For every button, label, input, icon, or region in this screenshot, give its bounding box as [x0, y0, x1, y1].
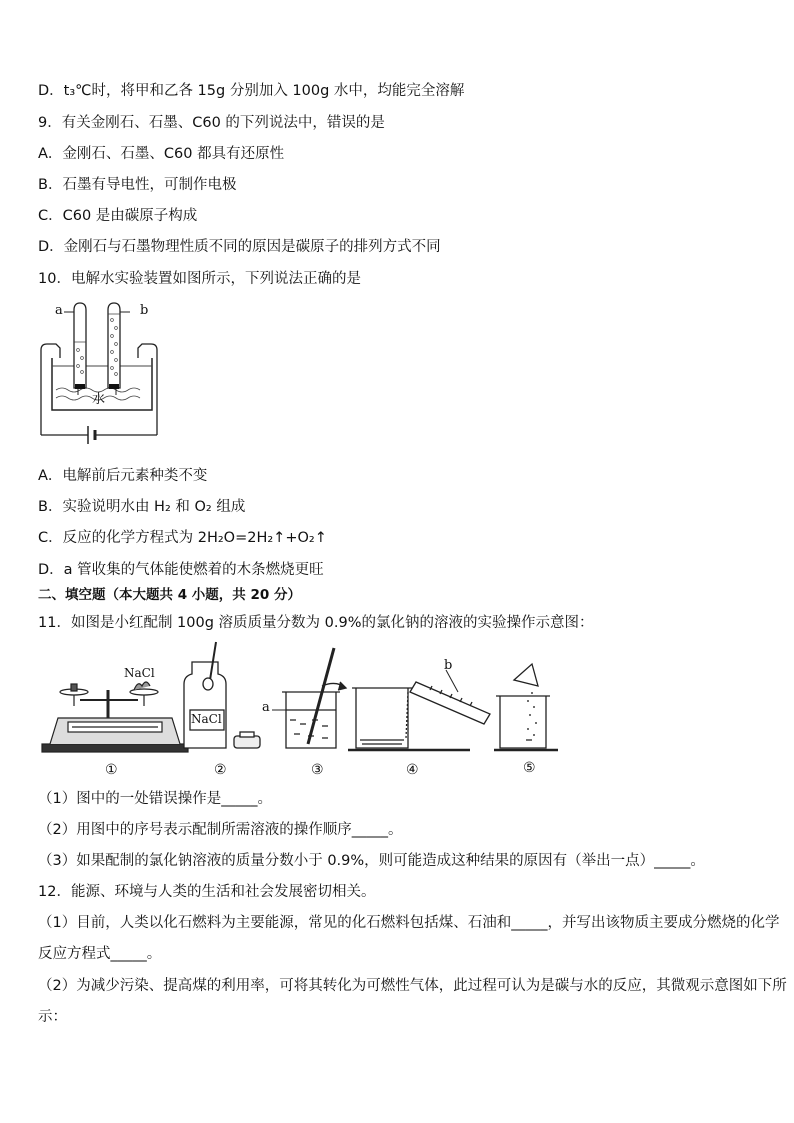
beaker-a-label: a: [262, 700, 270, 715]
electrolysis-diagram: [38, 300, 168, 455]
step-5: ⑤: [523, 760, 536, 776]
tube-b-label: b: [140, 303, 149, 318]
step-4: ④: [406, 762, 419, 778]
balance-scale: [42, 682, 188, 752]
q10-option-b: B．实验说明水由 H₂ 和 O₂ 组成: [38, 499, 246, 515]
q8-option-d: D．t₃℃时，将甲和乙各 15g 分别加入 100g 水中，均能完全溶解: [38, 83, 465, 99]
q9-stem: 9．有关金刚石、石墨、C60 的下列说法中，错误的是: [38, 115, 385, 131]
pouring-beaker: [348, 670, 490, 750]
step-3: ③: [311, 762, 324, 778]
step-2: ②: [214, 762, 227, 778]
q12-part-1-line2: 反应方程式_____。: [38, 946, 162, 962]
q12-stem: 12．能源、环境与人类的生活和社会发展密切相关。: [38, 884, 376, 900]
salt-funnel-beaker: [494, 664, 558, 750]
tube-a-label: a: [55, 303, 63, 318]
q9-option-d: D．金刚石与石墨物理性质不同的原因是碳原子的排列方式不同: [38, 239, 441, 255]
q9-option-b: B．石墨有导电性，可制作电极: [38, 177, 237, 193]
q11-stem: 11．如图是小红配制 100g 溶质质量分数为 0.9%的氯化钠的溶液的实验操作示意图：: [38, 615, 594, 631]
q9-option-c: C．C60 是由碳原子构成: [38, 208, 198, 224]
cylinder-b-label: b: [444, 658, 453, 673]
q10-option-d: D．a 管收集的气体能使燃着的木条燃烧更旺: [38, 562, 324, 578]
q11-part-2: （2）用图中的序号表示配制所需溶液的操作顺序_____。: [38, 822, 403, 838]
solution-prep-figure: [38, 640, 568, 785]
nacl-label-balance: NaCl: [124, 666, 155, 680]
q12-part-2-line2: 示：: [38, 1009, 67, 1025]
section-title: 二、填空题（本大题共 4 小题，共 20 分）: [38, 587, 301, 603]
q10-stem: 10．电解水实验装置如图所示，下列说法正确的是: [38, 271, 361, 287]
q10-option-a: A．电解前后元素种类不变: [38, 468, 208, 484]
q11-part-3: （3）如果配制的氯化钠溶液的质量分数小于 0.9%，则可能造成这种结果的原因有（举出一点）_____。: [38, 853, 705, 869]
q11-part-1: （1）图中的一处错误操作是_____。: [38, 791, 272, 807]
reagent-bottle: [184, 642, 260, 748]
nacl-label-bottle: NaCl: [191, 712, 222, 726]
q9-option-a: A．金刚石、石墨、C60 都具有还原性: [38, 146, 285, 162]
q12-part-1-line1: （1）目前，人类以化石燃料为主要能源，常见的化石燃料包括煤、石油和_____，并写出该物质主要成分燃烧的化学: [38, 915, 780, 931]
dissolving-beaker: [272, 648, 346, 748]
q10-option-c: C．反应的化学方程式为 2H₂O=2H₂↑+O₂↑: [38, 530, 327, 546]
step-1: ①: [105, 762, 118, 778]
q12-part-2-line1: （2）为减少污染、提高煤的利用率，可将其转化为可燃性气体，此过程可认为是碳与水的反应，其微观示意图如下所: [38, 978, 787, 994]
water-label: 水: [92, 392, 106, 407]
electrolysis-figure: [38, 300, 168, 455]
